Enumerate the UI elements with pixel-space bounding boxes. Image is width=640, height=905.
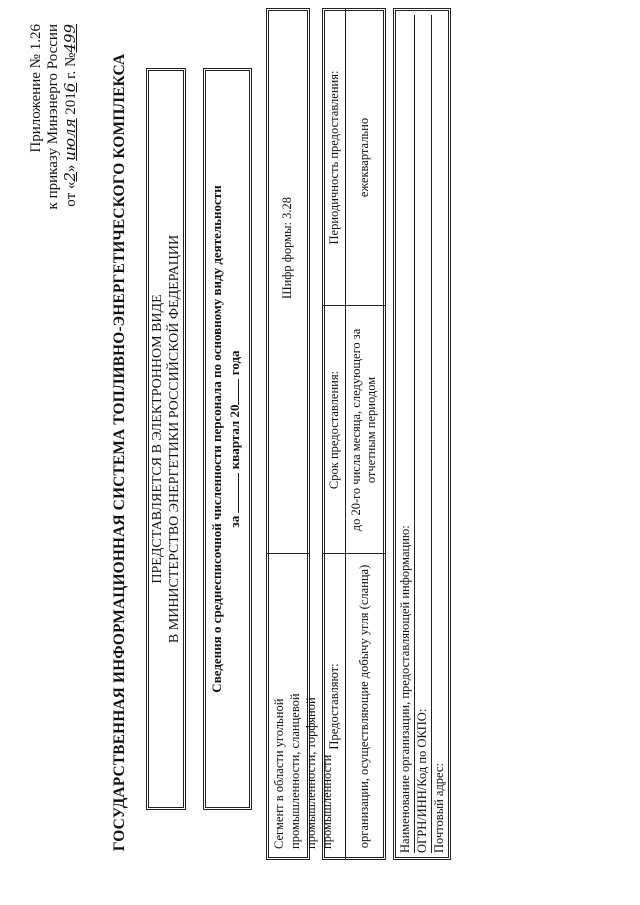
submission-table [322,8,386,860]
cell-periodicity: ежеквартально [357,117,371,198]
year-blank[interactable] [226,379,239,405]
notice-line-2: В МИНИСТЕРСТВО ЭНЕРГЕТИКИ РОССИЙСКОЙ ФЕДЕРАЦИИ [167,234,182,644]
report-title-box [203,68,252,810]
handwritten-year-digit: 6 [61,82,79,93]
cell-deadline: до 20-го числа месяца, следующего за отчетным периодом [349,328,378,532]
appendix-line-1: Приложение № 1.26 [28,24,44,153]
header-submitters: Предоставляют: [327,663,341,750]
header-deadline: Срок предоставления: [327,370,341,490]
cell-submitters: организации, осуществляющие добычу угля (сланца) [357,564,371,849]
appendix-line-2: к приказу Минэнерго России [45,24,61,210]
page-title: ГОСУДАРСТВЕННАЯ ИНФОРМАЦИОННАЯ СИСТЕМА ТОПЛИВНО-ЭНЕРГЕТИЧЕСКОГО КОМПЛЕКСА [111,53,128,852]
handwritten-order-number: 499 [61,24,79,53]
report-period: за квартал 20 года [227,350,242,528]
quarter-blank[interactable] [226,473,239,513]
submission-notice-box [146,68,186,810]
handwritten-month: июля [61,118,79,161]
notice-line-1: ПРЕДСТАВЛЯЕТСЯ В ЭЛЕКТРОННОМ ВИДЕ [150,294,165,584]
org-name-line[interactable]: Наименование организации, предоставляющей информацию: [397,15,415,853]
appendix-header [28,24,80,209]
form-code: Шифр формы: 3.28 [280,197,294,299]
organization-info-box [393,8,451,860]
org-address-line[interactable]: Почтовый адрес: [431,15,449,853]
segment-divider [267,553,309,554]
table-header-divider [345,9,346,859]
segment-text: Сегмент в области угольной промышленности, сланцевой промышленности, торфяной промышленности [272,693,334,849]
header-periodicity: Периодичность предоставления: [327,70,341,245]
handwritten-day: 2 [61,172,79,182]
report-title: Сведения о среднесписочной численности персонала по основному виду деятельности [209,185,224,693]
org-ogrn-line[interactable]: ОГРН/ИНН/Код по ОКПО: [414,15,432,853]
appendix-line-3: от «2» июля 2016 г. №499 [61,24,79,207]
